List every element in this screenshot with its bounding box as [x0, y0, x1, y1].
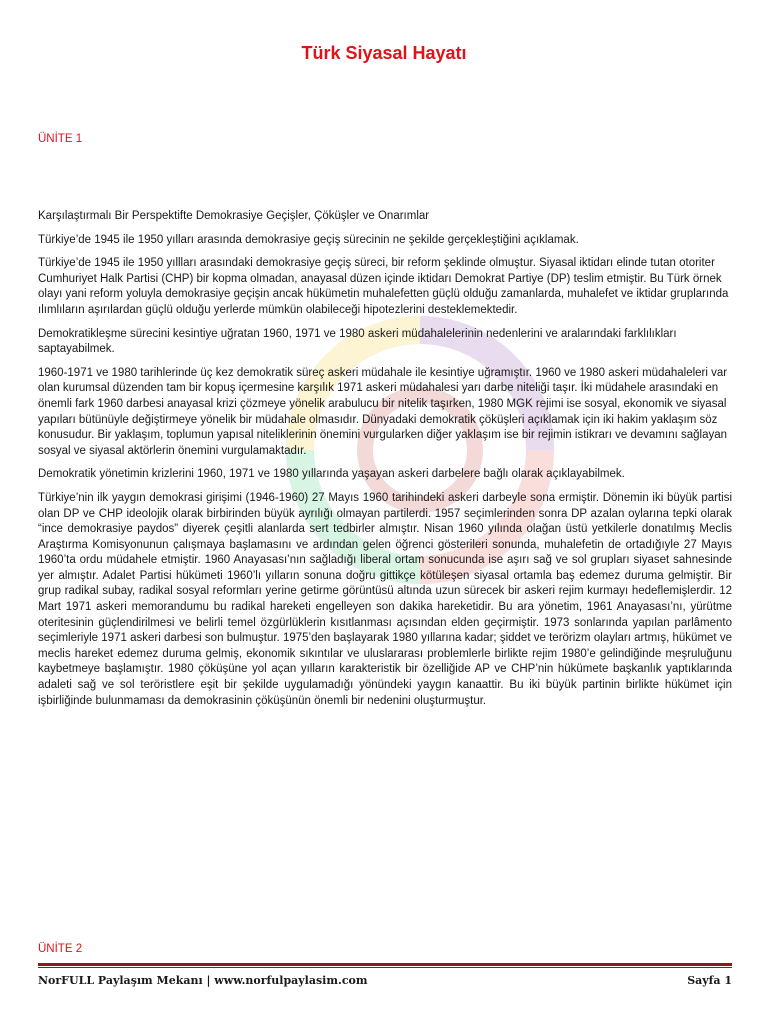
paragraph: Karşılaştırmalı Bir Perspektifte Demokrasiye Geçişler, Çöküşler ve Onarımlar — [38, 210, 430, 222]
paragraph: Türkiye’nin ilk yaygın demokrasi girişimi (1946-1960) 27 Mayıs 1960 tarihindeki askeri darbeyle sona ermiştir. Dönemin iki büyük partisi olan DP ve CHP ideolojik olarak birbirinden büyük ayrılığı olmayan partilerdi. 1957 seçimlerinden sonra DP azalan oylarına tepki olarak “ince demokrasiye paydos” diyerek çeşitli alanlarda sert tedbirler almıştır. Nisan 1960 yılında olağan üstü yetkilerle donatılmış Meclis Araştırma Komisyonunun çalışmaya başlamasını ve ardından gelen öğrenci gösterileri sonunda, muhalefetin de ortadığıyle 27 Mayıs 1960’ta ordu müdahele etmiştir. 1960 Anayasası’nın sağladığı liberal ortam sonucunda ise aşırı sağ ve sol grupları siyaset sahnesinde yer almıştır. Adalet Partisi hükümeti 1960’lı yılların sonuna doğru gittikçe kötüleşen siyasal ortamla baş edemez duruma gelmiştir. Bir grup radikal subay, radikal sosyal reformları yerine getirme görüntüsü altında uzun sürecek bir askeri rejim kurmayı hedeflemişlerdir. 12 Mart 1971 askeri memorandumu bu radikal hareketi engelleyen son dakika hareketidir. Bu ara yönetim, 1961 Anayasası’nı, yürütme oteritesinin güçlendirilmesi ve belirli temel özgürlüklerin kısıtlanması açısından elden geçirmiştir. 1973 sonlarında yapılan parlâmento seçimleriyle 1971 askeri darbesi son bulmuştur. 1975’den başlayarak 1980 yıllarına kadar; şiddet ve terörizm olayları artmış, hükümet ve meclis hareket edemez duruma gelmiş, ekonomik sıkıntılar ve uluslararası problemlerle birlikte rejim 1980’e gelindiğinde meşruluğunu kaybetmeye başlamıştır. 1980 çöküşüne yol açan yılların karakteristik bir özelliğide AP ve CHP’nin hükümete başkanlık yaptıklarında adaleti sağ ve sol teröristlere eşit bir şekilde uygulamadığı yönündeki yaygın kanaattir. Bu iki büyük partinin birlikte hükümet için işbirliğinde bulunmaması da demokrasinin çöküşünün önemli bir nedenini oluşturmuştur. — [38, 491, 732, 707]
unit-heading-2: ÜNİTE 2 — [38, 943, 83, 955]
paragraph: Demokratik yönetimin krizlerini 1960, 1971 ve 1980 yıllarında yaşayan askeri darbelere bağlı olarak açıklayabilmek. — [38, 468, 625, 481]
paragraph: Türkiye’de 1945 ile 1950 yıllları arasındaki demokrasiye geçiş süreci, bir reform şeklinde olmuştur. Siyasal iktidarı elinde tutan otoriter Cumhuriyet Halk Partisi (CHP) bir kopma olmadan, anayasal düzen içinde iktidarı Demokrat Partiye (DP) teslim etmiştir. Bu Türk örnek olayı yani reform yoluyla demokrasiye geçişin ancak hükümetin muhalefetten güçlü olduğu zamanlarda, muhalefet ve iktidar gruplarında ılımlıların aşırılardan güçlü olduğu yerlerde mümkün olabileceği hipotezlerini desteklemektedir. — [38, 257, 729, 316]
unit-heading-1: ÜNİTE 1 — [38, 133, 83, 145]
page-title: Türk Siyasal Hayatı — [301, 43, 467, 63]
page-number: Sayfa 1 — [687, 974, 732, 987]
paragraph: 1960-1971 ve 1980 tarihlerinde üç kez demokratik süreç askeri müdahale ile kesintiye uğramıştır. 1960 ve 1980 askeri müdahaleleri var olan kurumsal düzenden tam bir kopuş içermesine karşılık 1971 askeri müdahalesi yarı darbe niteliği taşır. İki müdahele arasındaki en önemli fark 1960 darbesi anayasal krizi çözmeye yönelik arabulucu bir nitelik taşırken, 1980 MGK rejimi ise sosyal, ekonomik ve siyasal yapıları bütünüyle değiştirmeye yönelik bir müdahale olmasıdır. Dünyadaki demokratik çöküşleri açıklamak için iki hakim yaklaşım söz konusudur. Bir yaklaşım, toplumun yapısal niteliklerinin önemini vurgularken diğer yaklaşım ise bir rejimin istikrarı ve devamını sağlayan sosyal ve siyasal aktörlerin önemini vurgulamaktadır. — [38, 366, 728, 457]
footer-site-text: NorFULL Paylaşım Mekanı | www.norfulpaylasim.com — [38, 974, 368, 987]
footer-divider — [38, 963, 732, 966]
footer-divider-thin — [38, 967, 732, 968]
paragraph: Türkiye’de 1945 ile 1950 yılları arasında demokrasiye geçiş sürecinin ne şekilde gerçekleştiğini açıklamak. — [38, 233, 579, 246]
paragraph: Demokratikleşme sürecini kesintiye uğratan 1960, 1971 ve 1980 askeri müdahalelerinin nedenlerini ve aralarındaki farklılıkları saptayabilmek. — [38, 327, 677, 356]
document-body — [38, 209, 732, 717]
